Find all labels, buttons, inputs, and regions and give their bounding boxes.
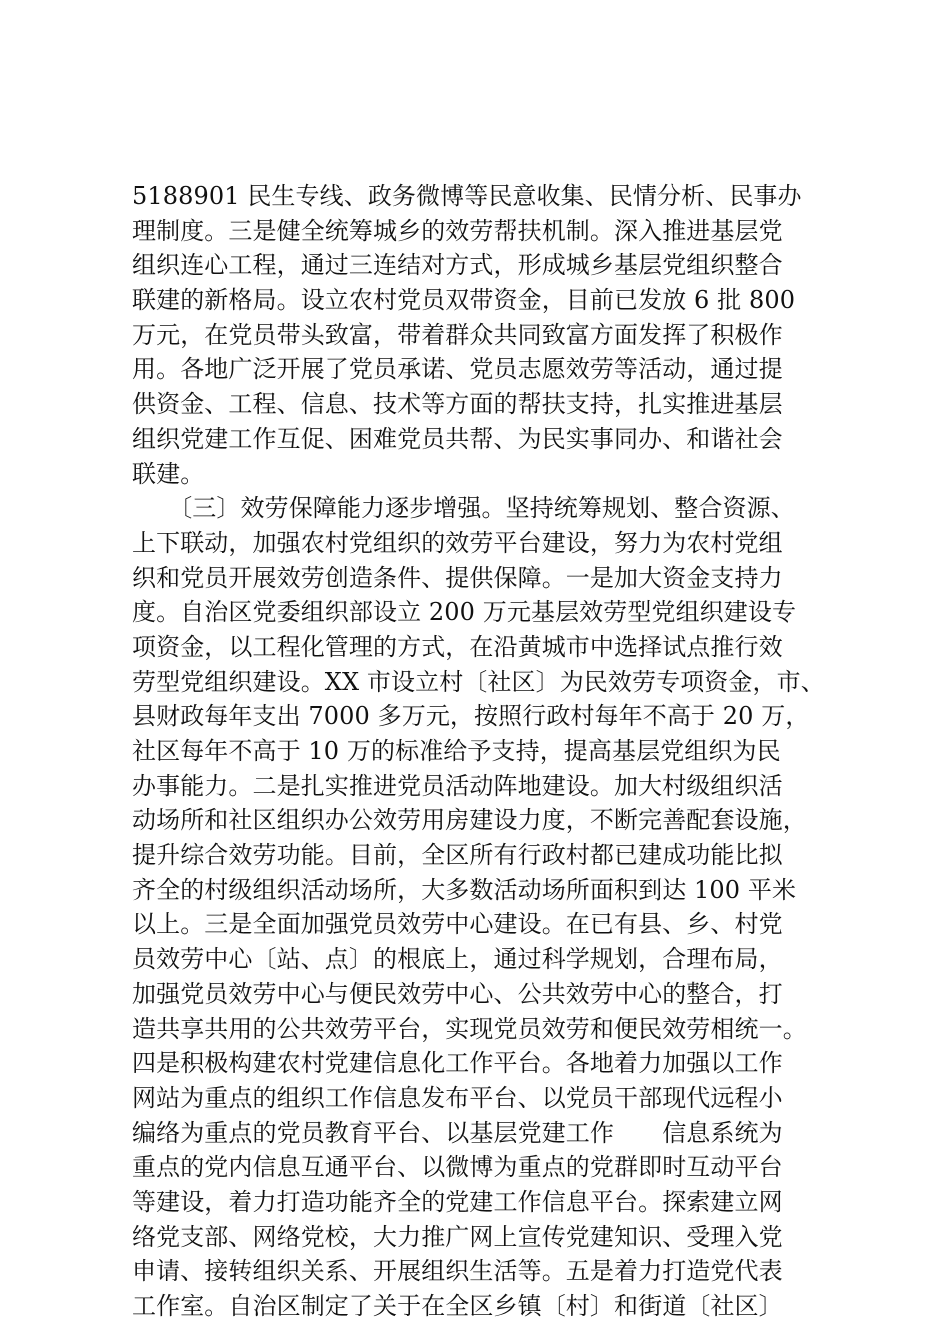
text-line: 等建设，着力打造功能齐全的党建工作信息平台。探索建立网	[132, 1187, 783, 1216]
text-line: 提升综合效劳功能。目前，全区所有行政村都已建成功能比拟	[132, 841, 783, 870]
text-line: 加强党员效劳中心与便民效劳中心、公共效劳中心的整合，打	[132, 979, 783, 1008]
text-line: 组织党建工作互促、困难党员共帮、为民实事同办、和谐社会	[132, 424, 783, 453]
text-line: 联建的新格局。设立农村党员双带资金，目前已发放 6 批 800	[132, 286, 796, 315]
text-line: 齐全的村级组织活动场所，大多数活动场所面积到达 100 平米	[132, 875, 797, 904]
text-line: 组织连心工程，通过三连结对方式，形成城乡基层党组织整合	[132, 251, 783, 280]
text-line: 项资金，以工程化管理的方式，在沿黄城市中选择试点推行效	[132, 632, 783, 661]
text-line: 上下联动，加强农村党组织的效劳平台建设，努力为农村党组	[132, 528, 783, 557]
text-line: 编络为重点的党员教育平台、以基层党建工作 信息系统为	[132, 1118, 783, 1147]
text-line: 用。各地广泛开展了党员承诺、党员志愿效劳等活动，通过提	[132, 355, 783, 384]
text-line: 联建。	[132, 459, 205, 488]
text-line: 员效劳中心〔站、点〕的根底上，通过科学规划，合理布局，	[132, 945, 783, 974]
text-line: 织和党员开展效劳创造条件、提供保障。一是加大资金支持力	[132, 563, 783, 592]
text-line: 供资金、工程、信息、技术等方面的帮扶支持，扎实推进基层	[132, 390, 783, 419]
text-line: 动场所和社区组织办公效劳用房建设力度，不断完善配套设施，	[132, 806, 807, 835]
text-line: 以上。三是全面加强党员效劳中心建设。在已有县、乡、村党	[132, 910, 783, 939]
text-line: 重点的党内信息互通平台、以微博为重点的党群即时互动平台	[132, 1153, 783, 1182]
text-line: 造共享共用的公共效劳平台，实现党员效劳和便民效劳相统一。	[132, 1014, 807, 1043]
text-line: 工作室。自治区制定了关于在全区乡镇〔村〕和街道〔社区〕	[132, 1292, 783, 1320]
paragraph-start-line: 〔三〕效劳保障能力逐步增强。坚持统筹规划、整合资源、	[132, 494, 795, 523]
text-line: 万元，在党员带头致富，带着群众共同致富方面发挥了积极作	[132, 320, 783, 349]
text-line: 络党支部、网络党校，大力推广网上宣传党建知识、受理入党	[132, 1222, 783, 1251]
text-line: 申请、接转组织关系、开展组织生活等。五是着力打造党代表	[132, 1257, 783, 1286]
text-line: 社区每年不高于 10 万的标准给予支持，提高基层党组织为民	[132, 737, 781, 765]
text-line: 劳型党组织建设。XX 市设立村〔社区〕为民效劳专项资金，市、	[132, 667, 825, 696]
text-line: 办事能力。二是扎实推进党员活动阵地建设。加大村级组织活	[132, 771, 783, 800]
text-line: 5188901 民生专线、政务微博等民意收集、民情分析、民事办	[132, 182, 802, 210]
text-line: 网站为重点的组织工作信息发布平台、以党员干部现代远程小	[132, 1083, 783, 1112]
body-text	[132, 179, 852, 1324]
text-line: 度。自治区党委组织部设立 200 万元基层效劳型党组织建设专	[132, 598, 797, 627]
text-line: 理制度。三是健全统筹城乡的效劳帮扶机制。深入推进基层党	[132, 216, 783, 245]
text-line: 县财政每年支出 7000 多万元，按照行政村每年不高于 20 万，	[132, 702, 810, 731]
text-line: 四是积极构建农村党建信息化工作平台。各地着力加强以工作	[132, 1049, 783, 1078]
